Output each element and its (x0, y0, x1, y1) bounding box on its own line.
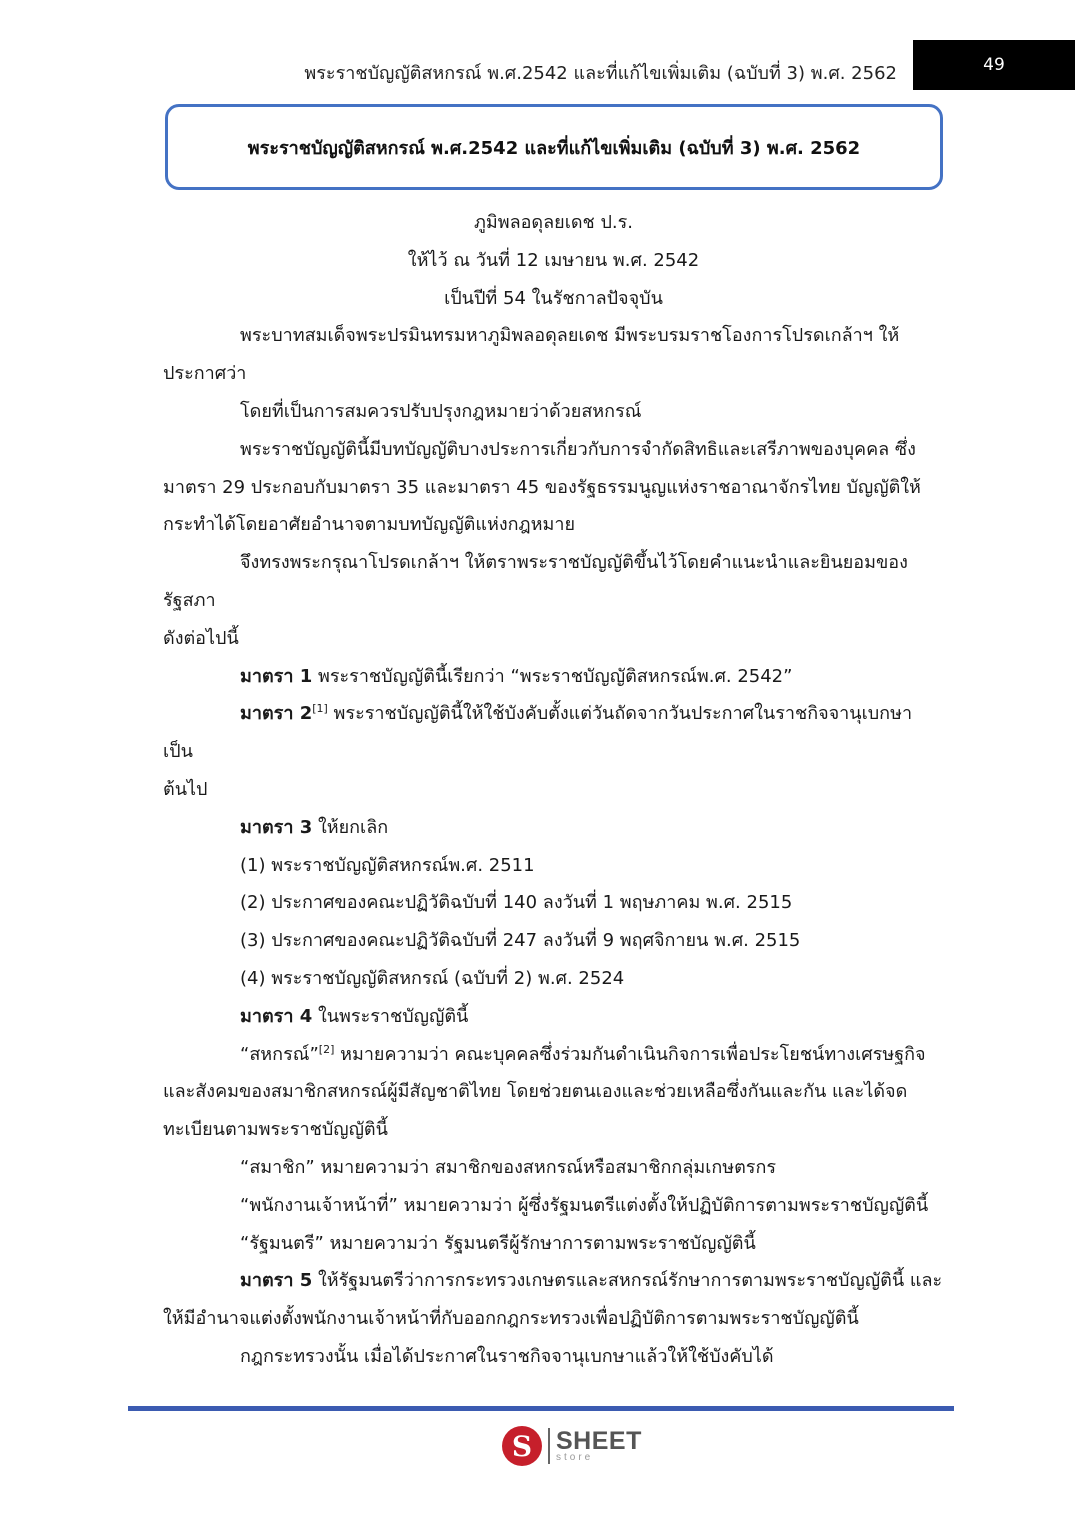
section-2-label: มาตรา 2 (240, 703, 313, 725)
page-number: 49 (913, 40, 1075, 90)
logo-subtitle: store (556, 1452, 594, 1463)
section-2-cont: ต้นไป (163, 778, 208, 800)
section-5-cont: ให้มีอำนาจแต่งตั้งพนักงานเจ้าหน้าที่กับออกกฎกระทรวงเพื่อปฏิบัติการตามพระราชบัญญัตินี้ (163, 1308, 859, 1330)
section-1 (163, 658, 944, 696)
rights-limitation-line-3: กระทำได้โดยอาศัยอำนาจตามบทบัญญัติแห่งกฎหมาย (163, 514, 575, 536)
s-logo-icon: S (502, 1426, 542, 1466)
repeal-item: (4) พระราชบัญญัติสหกรณ์ (ฉบับที่ 2) พ.ศ. 2524 (240, 967, 625, 989)
section-2 (163, 695, 944, 771)
document-body (163, 204, 944, 1376)
section-1-label: มาตรา 1 (240, 665, 313, 687)
section-5-label: มาตรา 5 (240, 1270, 313, 1292)
repeal-item: (2) ประกาศของคณะปฏิวัติฉบับที่ 140 ลงวันที่ 1 พฤษภาคม พ.ศ. 2515 (240, 892, 793, 914)
definition-term: “สหกรณ์” (240, 1043, 319, 1065)
footnote-ref-2[interactable]: [2] (318, 1042, 335, 1056)
section-4-text: ในพระราชบัญญัตินี้ (312, 1005, 469, 1027)
footnote-ref-1[interactable]: [1] (312, 702, 328, 716)
enactment-paragraph: จึงทรงพระกรุณาโปรดเกล้าฯ ให้ตราพระราชบัญญัติขึ้นไว้โดยคำแนะนำและยินยอมของรัฐสภา (163, 552, 908, 611)
repeal-item: (3) ประกาศของคณะปฏิวัติฉบับที่ 247 ลงวันที่ 9 พฤศจิกายน พ.ศ. 2515 (240, 930, 801, 952)
logo-separator (548, 1428, 550, 1464)
document-title-box (165, 104, 943, 190)
rights-limitation-line-2: มาตรา 29 ประกอบกับมาตรา 35 และมาตรา 45 ของรัฐธรรมนูญแห่งราชอาณาจักรไทย บัญญัติให้ (163, 476, 921, 498)
document-title: พระราชบัญญัติสหกรณ์ พ.ศ.2542 และที่แก้ไขเพิ่มเติม (ฉบับที่ 3) พ.ศ. 2562 (247, 137, 861, 159)
section-5 (163, 1262, 944, 1300)
repeal-item: (1) พระราชบัญญัติสหกรณ์พ.ศ. 2511 (240, 854, 535, 876)
definition-cooperative-cont-2: ทะเบียนตามพระราชบัญญัตินี้ (163, 1119, 388, 1141)
sheet-store-logo (502, 1426, 642, 1466)
section-4-label: มาตรา 4 (240, 1005, 313, 1027)
section-1-text: พระราชบัญญัตินี้เรียกว่า “พระราชบัญญัติสหกรณ์พ.ศ. 2542” (312, 665, 793, 687)
preamble-paragraph-cont: ประกาศว่า (163, 363, 247, 385)
enactment-paragraph-cont: ดังต่อไปนี้ (163, 627, 239, 649)
section-5-regulation: กฎกระทรวงนั้น เมื่อได้ประกาศในราชกิจจานุเบกษาแล้วให้ใช้บังคับได้ (240, 1345, 774, 1367)
logo-name: SHEET (556, 1427, 642, 1455)
reign-year: เป็นปีที่ 54 ในรัชกาลปัจจุบัน (444, 287, 663, 309)
footer-divider (128, 1406, 954, 1411)
preamble-reason: โดยที่เป็นการสมควรปรับปรุงกฎหมายว่าด้วยสหกรณ์ (240, 400, 642, 422)
rights-limitation-paragraph: พระราชบัญญัตินี้มีบทบัญญัติบางประการเกี่ยวกับการจำกัดสิทธิและเสรีภาพของบุคคล ซึ่ง (240, 438, 916, 460)
section-3 (163, 809, 944, 847)
section-3-text: ให้ยกเลิก (312, 816, 389, 838)
definition-official: “พนักงานเจ้าหน้าที่” หมายความว่า ผู้ซึ่งรัฐมนตรีแต่งตั้งให้ปฏิบัติการตามพระราชบัญญัตินี้ (240, 1194, 929, 1216)
section-3-label: มาตรา 3 (240, 816, 313, 838)
section-4 (163, 998, 944, 1036)
royal-signature: ภูมิพลอดุลยเดช ป.ร. (473, 212, 634, 233)
running-header-title: พระราชบัญญัติสหกรณ์ พ.ศ.2542 และที่แก้ไขเพิ่มเติม (ฉบับที่ 3) พ.ศ. 2562 (304, 63, 897, 84)
definition-member: “สมาชิก” หมายความว่า สมาชิกของสหกรณ์หรือสมาชิกกลุ่มเกษตรกร (240, 1156, 777, 1178)
definition-text: หมายความว่า คณะบุคคลซึ่งร่วมกันดำเนินกิจการเพื่อประโยชน์ทางเศรษฐกิจ (334, 1043, 926, 1065)
section-5-text: ให้รัฐมนตรีว่าการกระทรวงเกษตรและสหกรณ์รักษาการตามพระราชบัญญัตินี้ และ (312, 1270, 943, 1292)
preamble-paragraph: พระบาทสมเด็จพระปรมินทรมหาภูมิพลอดุลยเดช มีพระบรมราชโองการโปรดเกล้าฯ ให้ (240, 325, 900, 347)
given-date: ให้ไว้ ณ วันที่ 12 เมษายน พ.ศ. 2542 (407, 249, 700, 271)
definition-cooperative (163, 1036, 944, 1074)
definition-minister: “รัฐมนตรี” หมายความว่า รัฐมนตรีผู้รักษาการตามพระราชบัญญัตินี้ (240, 1232, 756, 1254)
section-2-text: พระราชบัญญัตินี้ให้ใช้บังคับตั้งแต่วันถัดจากวันประกาศในราชกิจจานุเบกษา เป็น (163, 703, 913, 763)
definition-cooperative-cont: และสังคมของสมาชิกสหกรณ์ผู้มีสัญชาติไทย โดยช่วยตนเองและช่วยเหลือซึ่งกันและกัน และได้จด (163, 1081, 908, 1103)
